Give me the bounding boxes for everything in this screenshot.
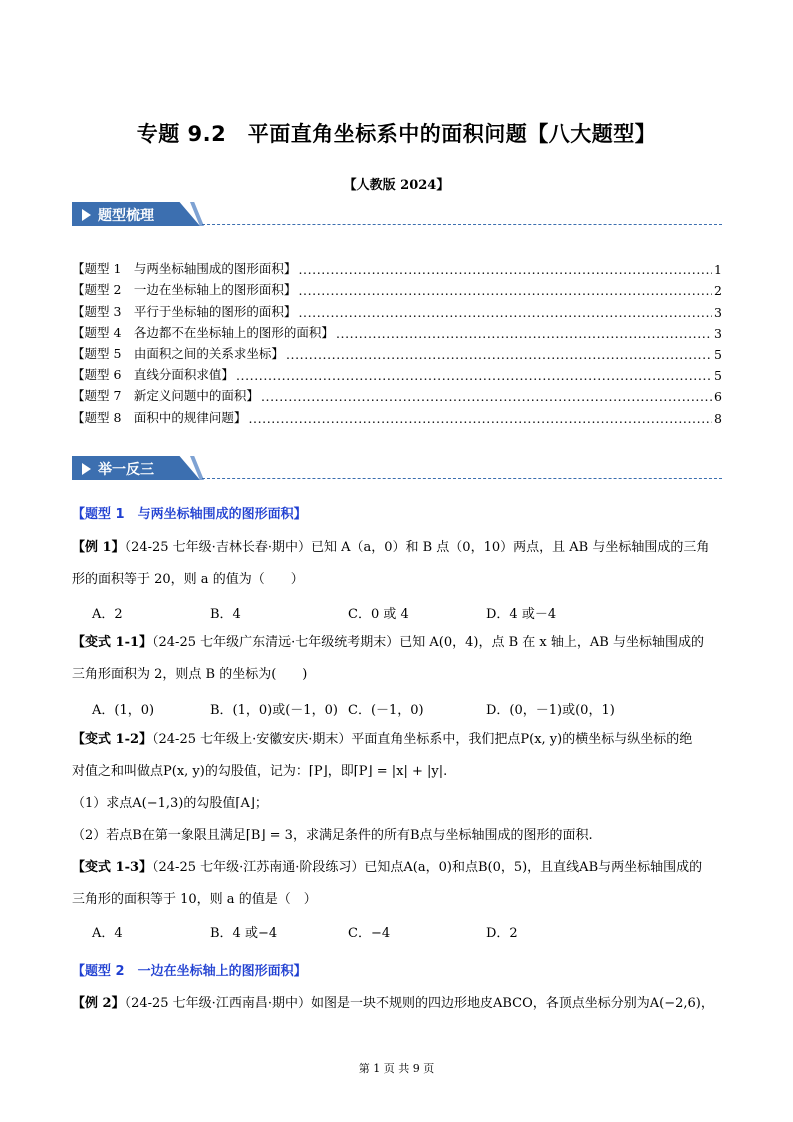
option[interactable]: D．(0，－1)或(0，1) xyxy=(486,703,615,718)
banner-practice xyxy=(72,456,722,480)
example-1: 【例 1】（24-25 七年级·吉林长春·期中）已知 A（a，0）和 B 点（0，10）两点，且 AB 与坐标轴围成的三角 形的面积等于 20，则 a 的值为（ ） xyxy=(72,540,710,587)
toc-item[interactable]: 【题型 5 由面积之间的关系求坐标】 ..... 5 xyxy=(72,341,722,362)
toc-item[interactable]: 【题型 7 新定义问题中的面积】 ..... 6 xyxy=(72,383,722,404)
banner-toc xyxy=(72,202,722,226)
banner-toc-label: 题型梳理 xyxy=(98,208,154,224)
section-heading-1: 【题型 1 与两坐标轴围成的图形面积】 xyxy=(72,507,307,522)
play-triangle-icon xyxy=(82,463,91,475)
option[interactable]: C．0 或 4 xyxy=(348,607,409,622)
option[interactable]: A．2 xyxy=(92,607,123,622)
play-triangle-icon xyxy=(82,209,91,221)
section-heading-2: 【题型 2 一边在坐标轴上的图形面积】 xyxy=(72,964,307,979)
page-title: 专题 9.2 平面直角坐标系中的面积问题【八大题型】 xyxy=(136,122,657,146)
edition-subtitle: 【人教版 2024】 xyxy=(343,178,450,193)
toc-item[interactable]: 【题型 8 面积中的规律问题】 ..... 8 xyxy=(72,404,722,425)
option[interactable]: D．4 或－4 xyxy=(486,607,557,622)
option[interactable]: B．4 xyxy=(210,607,241,622)
toc-item[interactable]: 【题型 2 一边在坐标轴上的图形面积】 ..... 2 xyxy=(72,277,722,298)
option[interactable]: A．(1，0) xyxy=(92,703,155,718)
toc-item[interactable]: 【题型 3 平行于坐标轴的图形的面积】 ..... 3 xyxy=(72,298,722,319)
example-2: 【例 2】（24-25 七年级·江西南昌·期中）如图是一块不规则的四边形地皮ABCO，各顶点坐标分别为A(−2,6)， xyxy=(72,996,714,1011)
toc-item[interactable]: 【题型 1 与两坐标轴围成的图形面积】 ..... 1 xyxy=(72,256,722,277)
table-of-contents xyxy=(72,256,722,426)
variant-1-1: 【变式 1-1】（24-25 七年级广东清远·七年级统考期末）已知 A(0，4)，点 B 在 x 轴上，AB 与坐标轴围成的 三角形面积为 2，则点 B 的坐标为( ) xyxy=(72,635,704,682)
variant-1-3: 【变式 1-3】（24-25 七年级·江苏南通·阶段练习）已知点A(a，0)和点B(0，5)，且直线AB与两坐标轴围成的 三角形的面积等于 10，则 a 的值是（ ） xyxy=(72,860,703,907)
option[interactable]: C．(－1，0) xyxy=(348,703,424,718)
option[interactable]: B．(1，0)或(－1，0) xyxy=(210,703,338,718)
banner-practice-label: 举一反三 xyxy=(98,462,154,478)
option[interactable]: B．4 或−4 xyxy=(210,926,278,941)
toc-item[interactable]: 【题型 6 直线分面积求值】 ..... 5 xyxy=(72,362,722,383)
toc-item[interactable]: 【题型 4 各边都不在坐标轴上的图形的面积】 ..... 3 xyxy=(72,320,722,341)
option[interactable]: D．2 xyxy=(486,926,518,941)
variant-1-2: 【变式 1-2】（24-25 七年级上·安徽安庆·期末）平面直角坐标系中，我们把点P(x, y)的横坐标与纵坐标的绝 对值之和叫做点P(x, y)的勾股值，记为：⌈P⌋，即⌈P⌋ = |x| + |y|. （1）求点A(−1,3)的勾股值⌈A⌋； （2）若点B在第一象限且满足⌈B⌋ = 3，求满足条件的所有B点与坐标轴围成的图形的面积. xyxy=(72,732,693,843)
option[interactable]: C．−4 xyxy=(348,926,391,941)
page-footer: 第 1 页 共 9 页 xyxy=(358,1062,435,1075)
option[interactable]: A．4 xyxy=(92,926,123,941)
